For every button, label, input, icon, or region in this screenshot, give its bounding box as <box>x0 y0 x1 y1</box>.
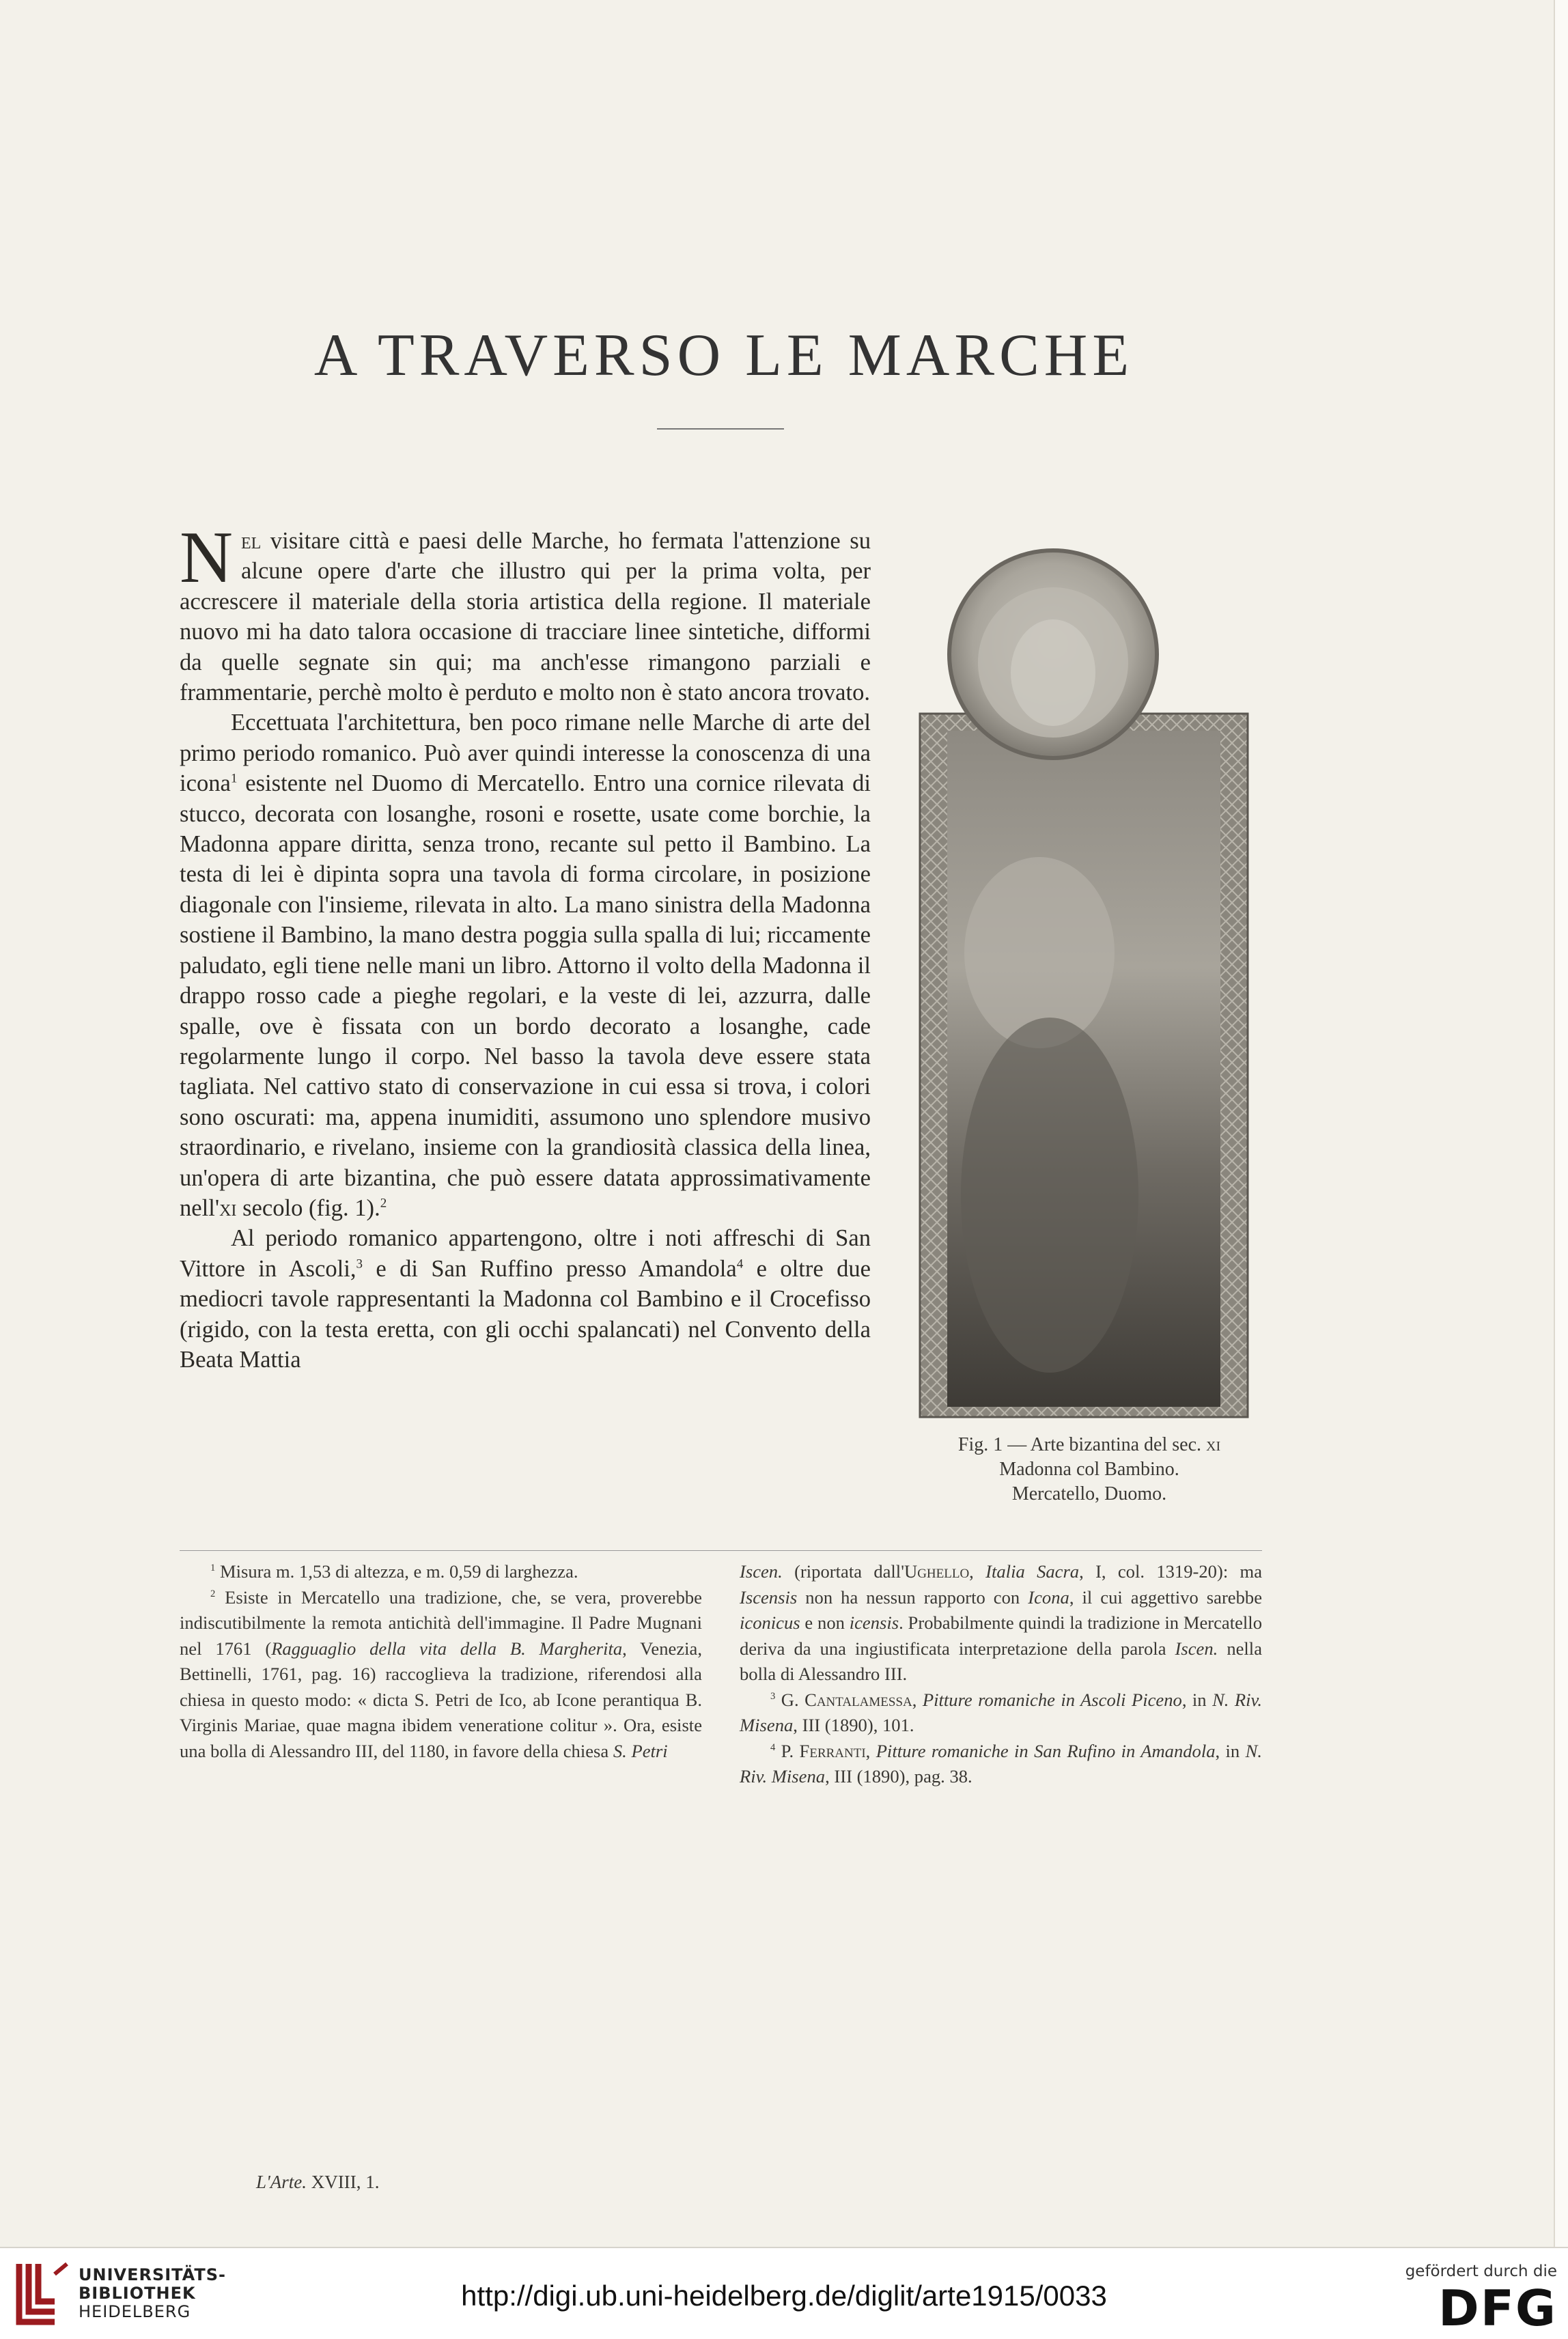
footnote-ref: 4 <box>736 1257 744 1272</box>
small-caps-text: el <box>241 528 262 554</box>
small-caps-text: xi <box>219 1194 237 1221</box>
library-name-line: HEIDELBERG <box>79 2302 191 2321</box>
dfg-logo[interactable]: DFG <box>1438 2280 1557 2337</box>
article-title: A TRAVERSO LE MARCHE <box>313 322 1134 389</box>
footnote-text: non ha nessun rapporto con <box>797 1586 1028 1608</box>
paragraph-text: esistente nel Duomo di Mercatello. Entro una cornice rilevata di stucco, decorata con losanghe, rosoni e rosette, usate come borchie, la Madonna appare diritta, senza trono, recante sul petto il Bambino. La testa di lei è dipinta sopra una tavola di forma circolare, in posizione diagonale con l'insieme, rilevata in alto. La mano sinistra della Madonna sostiene il Bambino, la mano destra poggia sulla spalla di lui; riccamente paludato, egli tiene nelle mani un libro. Attorno il volto della Madonna il drappo rosso cade a pieghe regolari, e la veste di lei, azzurra, dalle spalle, ove è fissata con un bordo decorato a losanghe, cade regolarmente lungo il corpo. Nel basso la tavola deve essere stata tagliata. Nel cattivo stato di conservazione in cui essa si trova, i colori sono oscurati: ma, appena inumiditi, assumono uno splendore musivo straordinario, e rivelano, insieme con la grandiosità classica della linea, un'opera di arte bizantina, che può essere datata approssimativamente nell' <box>180 770 871 1221</box>
small-caps-text: Ughello <box>904 1561 970 1582</box>
signature-line <box>256 2172 380 2193</box>
footnote-text: (riportata dall' <box>782 1561 904 1582</box>
paragraph-1 <box>180 517 871 708</box>
footnote-italic: Italia Sacra <box>985 1561 1080 1582</box>
paragraph-text: e oltre due mediocri tavole rappresentanti la Madonna col Bambino e il Crocefisso (rigido, con la testa eretta, con gli occhi spalancati) nel Convento della Beata Mattia <box>180 1255 871 1373</box>
footnote-italic: N. Riv. Misena <box>740 1689 1263 1735</box>
footnotes-right-column <box>740 1559 1262 1790</box>
article-body <box>180 517 871 1375</box>
footnote-ref: 3 <box>356 1257 363 1272</box>
footnote-text: Misura m. 1,53 di altezza, e m. 0,59 di larghezza. <box>215 1561 578 1582</box>
permalink-url[interactable]: http://digi.ub.uni-heidelberg.de/diglit/arte1915/0033 <box>461 2280 1107 2312</box>
footnote-text: Esiste in Mercatello una tradizione, che, se vera, proverebbe indiscutibilmente la remota antichità dell'immagine. Il Padre Mugnani nel 1761 ( <box>180 1586 702 1659</box>
footnote-text: . Probabilmente quindi la tradizione in Mercatello deriva da una ingiustificata interpretazione della parola <box>740 1612 1262 1659</box>
footnote-text: , III (1890), 101. <box>793 1715 914 1735</box>
paragraph-3 <box>180 1223 871 1375</box>
footnote-italic: N. Riv. Misena <box>740 1740 1262 1787</box>
footnote-text: , <box>912 1689 923 1710</box>
library-name-line: BIBLIOTHEK <box>79 2284 196 2303</box>
small-caps-text: xi <box>1206 1434 1221 1455</box>
footnote-text: e non <box>800 1612 850 1633</box>
paragraph-text: Eccettuata l'architettura, ben poco rimane nelle Marche di arte del primo periodo romanico. Può aver quindi interesse la conoscenza di una icona <box>180 710 871 797</box>
footnote-italic: S. Petri <box>613 1740 668 1761</box>
footnote-2 <box>180 1585 702 1765</box>
paragraph-text: e di San Ruffino presso Amandola <box>363 1255 737 1282</box>
footnote-text: , in <box>1215 1740 1246 1761</box>
footnote-text: , il cui aggettivo sarebbe <box>1069 1586 1263 1608</box>
footnote-italic: icensis <box>849 1612 899 1633</box>
footnote-text: , <box>865 1740 876 1761</box>
footnote-1 <box>180 1559 702 1585</box>
small-caps-text: Cantalamessa <box>804 1689 912 1710</box>
footnote-ref: 1 <box>230 771 238 786</box>
title-rule <box>657 428 784 430</box>
footnote-text: nella bolla di Alessandro III. <box>740 1638 1262 1684</box>
paragraph-text: secolo (fig. 1). <box>236 1194 380 1221</box>
footnote-number: 2 <box>210 1588 216 1599</box>
footnote-italic: Icona <box>1028 1586 1069 1608</box>
footnote-4 <box>740 1739 1262 1790</box>
footnote-italic: Iscen. <box>740 1561 783 1582</box>
drop-cap: N <box>180 517 233 598</box>
page-edge <box>1554 0 1568 2247</box>
footnote-number: 1 <box>210 1563 216 1574</box>
caption-line-3: Mercatello, Duomo. <box>1011 1483 1167 1504</box>
footnote-3 <box>740 1687 1262 1739</box>
footnote-italic: Iscen. <box>1175 1638 1218 1659</box>
paragraph-2 <box>180 708 871 1223</box>
figure-caption <box>891 1433 1287 1507</box>
footnote-text: , III (1890), pag. 38. <box>825 1766 972 1787</box>
icon-photograph <box>906 546 1261 1424</box>
caption-line-2: Madonna col Bambino. <box>999 1459 1179 1480</box>
caption-line-1 <box>891 1433 1287 1457</box>
journal-volume: XVIII, 1. <box>307 2172 380 2192</box>
footnotes-rule <box>180 1550 1262 1551</box>
madonna-icon-image <box>906 546 1261 1424</box>
footnote-number: 4 <box>770 1741 776 1753</box>
footnote-text: , Venezia, Bettinelli, 1761, pag. 16) raccoglieva la tradizione, riferendosi alla chiesa in questo modo: « dicta S. Petri de Ico, ab Icone perantiqua B. Virginis Mariae, quae magna ibidem veneratione colitur ». Ora, esiste una bolla di Alessandro III, del 1180, in favore della chiesa <box>180 1638 702 1761</box>
footnote-italic: Pitture romaniche in San Rufino in Amandola <box>876 1740 1216 1761</box>
footnotes-left-column <box>180 1559 702 1764</box>
caption-text: Fig. 1 — Arte bizantina del sec. <box>957 1434 1207 1455</box>
footnote-text: , in <box>1181 1689 1213 1710</box>
footnote-text: , <box>969 1561 986 1582</box>
footnote-text: , I, col. 1319-20): ma <box>1079 1561 1262 1582</box>
footnote-2-continued <box>740 1559 1262 1687</box>
small-caps-text: Ferranti <box>799 1740 866 1761</box>
paragraph-text: Al periodo romanico appartengono, oltre i noti affreschi di San Vittore in Ascoli, <box>180 1225 871 1282</box>
footnote-italic: iconicus <box>740 1612 800 1633</box>
journal-name: L'Arte. <box>256 2172 307 2192</box>
footnote-text: P. <box>775 1740 800 1761</box>
footnote-ref: 2 <box>380 1196 387 1211</box>
paragraph-text: visitare città e paesi delle Marche, ho fermata l'attenzione su alcune opere d'arte che illustro qui per la prima volta, per accrescere il materiale della storia artistica della regione. Il materiale nuovo mi ha dato talora occasione di tracciare linee sintetiche, difformi da quelle segnate sin qui; ma anch'esse rimangono parziali e frammentarie, perchè molto è perduto e molto non è stato ancora trovato. <box>180 528 871 706</box>
library-name-line: UNIVERSITÄTS- <box>79 2265 227 2284</box>
footnote-italic: Iscensis <box>740 1586 798 1608</box>
footnote-number: 3 <box>770 1690 776 1702</box>
footnote-italic: Pitture romaniche in Ascoli Piceno <box>922 1689 1182 1710</box>
sponsor-text: gefördert durch die <box>1405 2263 1557 2280</box>
footnote-italic: Ragguaglio della vita della B. Margherita <box>271 1638 623 1659</box>
footnote-text: G. <box>775 1689 805 1710</box>
